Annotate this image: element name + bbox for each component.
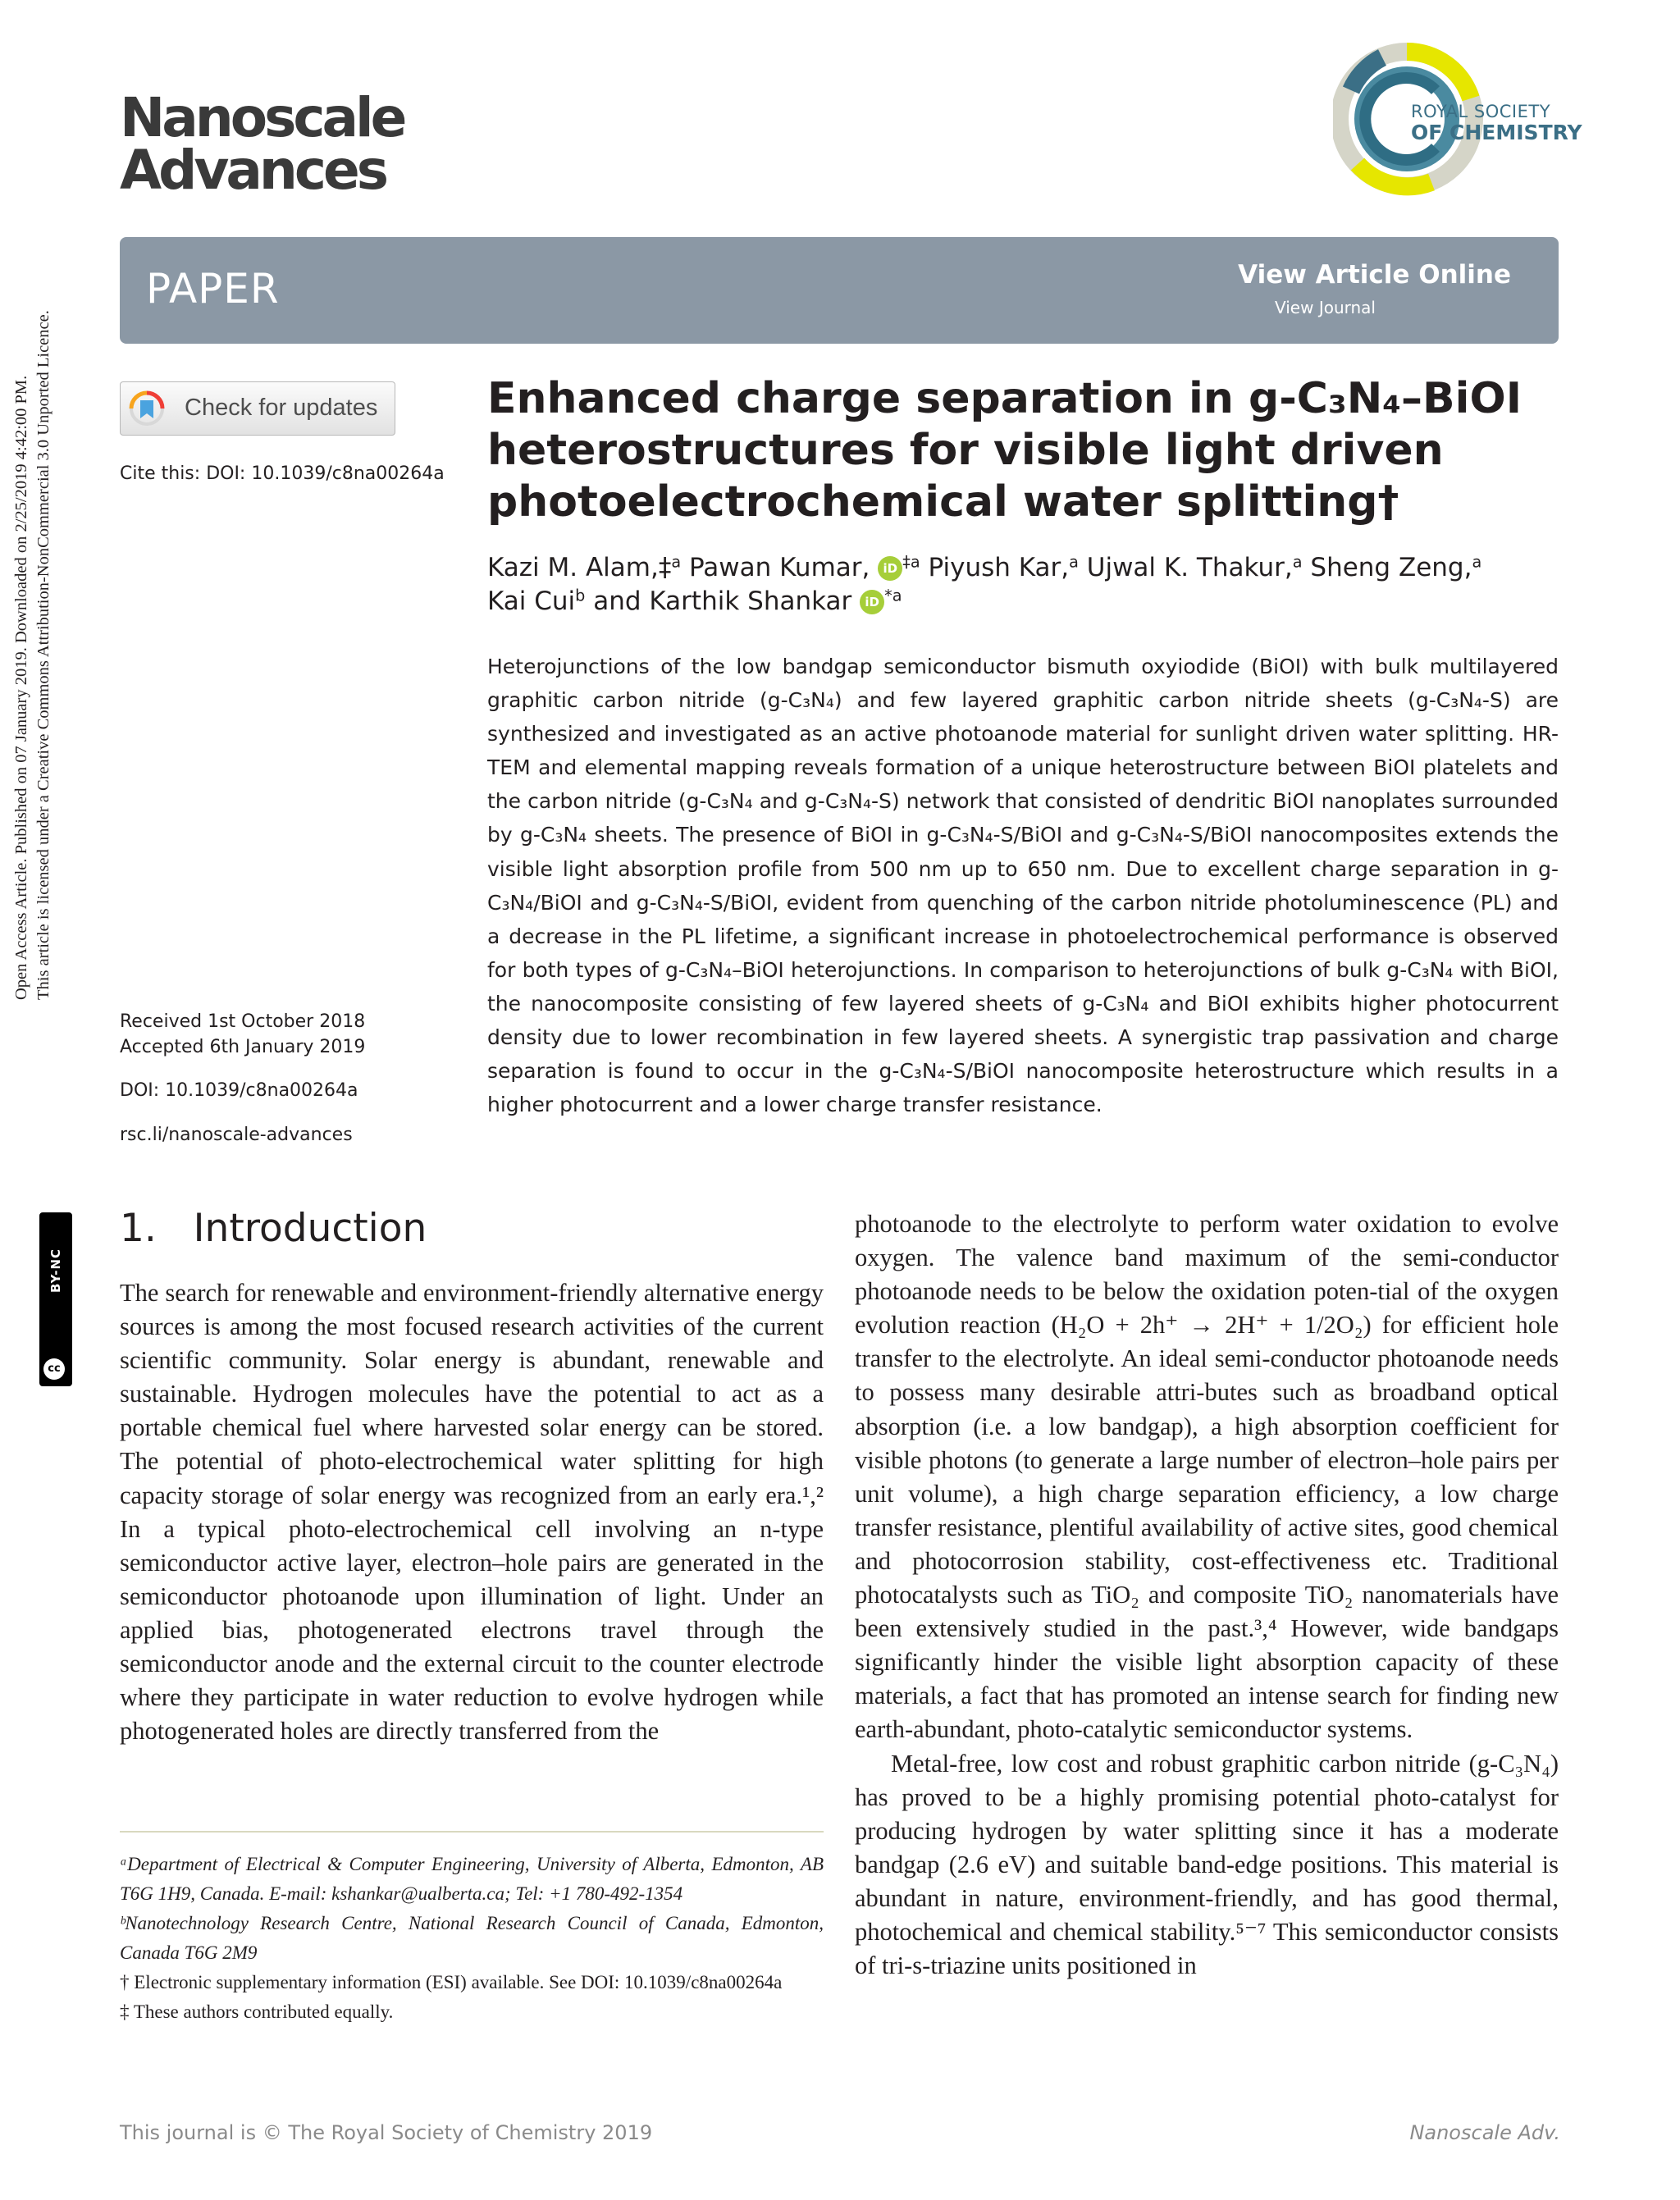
article-dates <box>120 1009 365 1060</box>
view-article-online-link[interactable]: View Article Online <box>1238 260 1511 290</box>
doi: DOI: 10.1039/c8na00264a <box>120 1080 358 1101</box>
footnotes <box>120 1850 824 2027</box>
author-5[interactable]: Sheng Zeng, <box>1310 553 1472 582</box>
cite-value: DOI: 10.1039/c8na00264a <box>206 463 445 484</box>
author-3-affil: a <box>1069 552 1079 572</box>
author-5-affil: a <box>1472 552 1482 572</box>
cc-license-badge[interactable] <box>39 1212 72 1386</box>
author-list <box>487 551 1570 618</box>
check-updates-icon <box>129 390 165 427</box>
received-date: Received 1st October 2018 <box>120 1011 366 1032</box>
author-3[interactable]: Piyush Kar, <box>928 553 1070 582</box>
author-7-affil: *a <box>884 586 902 605</box>
footer-journal: Nanoscale Adv. <box>1409 2121 1560 2144</box>
accepted-date: Accepted 6th January 2019 <box>120 1037 366 1057</box>
check-updates-label: Check for updates <box>185 395 378 421</box>
publisher-name-line1: ROYAL SOCIETY <box>1411 102 1551 121</box>
journal-title-line2: Advances <box>120 139 386 202</box>
author-1[interactable]: Kazi M. Alam,‡ <box>487 553 672 582</box>
footnote-equal-contribution: ‡ These authors contributed equally. <box>120 2001 394 2022</box>
article-type: PAPER <box>146 265 280 313</box>
footnote-esi: † Electronic supplementary information (ESI) available. See DOI: 10.1039/c8na00264a <box>120 1972 783 1992</box>
section-heading <box>120 1206 427 1251</box>
cite-label: Cite this: <box>120 463 201 484</box>
author-6[interactable]: Kai Cui <box>487 587 576 616</box>
author-4[interactable]: Ujwal K. Thakur, <box>1086 553 1293 582</box>
publisher-name-line2: OF CHEMISTRY <box>1411 121 1582 144</box>
author-2[interactable]: Pawan Kumar, <box>688 553 870 582</box>
author-4-affil: a <box>1292 552 1303 572</box>
cite-this <box>120 461 445 486</box>
footer-copyright: This journal is © The Royal Society of Chemistry 2019 <box>120 2121 653 2144</box>
abstract: Heterojunctions of the low bandgap semiconductor bismuth oxyiodide (BiOI) with bulk multilayered graphitic carbon nitride (g-C₃N₄) and few layered graphitic carbon nitride sheets (g-C₃N₄-S) are synthesized and investigated as an active photoanode material for sunlight driven water splitting. HR-TEM and elemental mapping reveals formation of a unique heterostructure between BiOI platelets and the carbon nitride (g-C₃N₄ and g-C₃N₄-S) network that consisted of dendritic BiOI nanoplates surrounded by g-C₃N₄ sheets. The presence of BiOI in g-C₃N₄-S/BiOI and g-C₃N₄-S/BiOI nanocomposites extends the visible light absorption profile from 500 nm up to 650 nm. Due to excellent charge separation in g-C₃N₄/BiOI and g-C₃N₄-S/BiOI, evident from quenching of the carbon nitride photoluminescence (PL) and a decrease in the PL lifetime, a significant increase in photoelectrochemical performance is observed for both types of g-C₃N₄–BiOI heterojunctions. In comparison to heterojunctions of bulk g-C₃N₄ with BiOI, the nanocomposite consisting of few layered sheets of g-C₃N₄ and BiOI exhibits higher photocurrent density due to lower recombination in few layered sheets. A synergistic trap passivation and charge separation is found to occur in the g-C₃N₄-S/BiOI nanocomposite heterostructure which results in a higher photocurrent and a lower charge transfer resistance. <box>487 655 1559 1117</box>
orcid-icon[interactable]: iD <box>860 590 884 614</box>
author-7[interactable]: and Karthik Shankar <box>593 587 852 616</box>
journal-title-line1: Nanoscale <box>120 86 404 149</box>
author-2-affil: ‡a <box>902 552 920 572</box>
article-title: Enhanced charge separation in g-C₃N₄–BiOI heterostructures for visible light driven photoelectrochemical water splitting† <box>487 374 1522 527</box>
footnote-affiliation-b: ᵇNanotechnology Research Centre, National Research Council of Canada, Edmonton, Canada T6G 2M9 <box>120 1913 824 1963</box>
author-6-affil: b <box>575 586 586 605</box>
publisher-name <box>1411 102 1582 143</box>
journal-title <box>120 86 404 202</box>
orcid-icon[interactable]: iD <box>878 556 902 581</box>
article-header-bar <box>120 237 1559 344</box>
journal-link[interactable]: rsc.li/nanoscale-advances <box>120 1125 353 1145</box>
side-notice-line1: Open Access Article. Published on 07 January 2019. Downloaded on 2/25/2019 4:42:00 PM. <box>12 375 30 1000</box>
creative-commons-icon: cc <box>43 1358 65 1380</box>
body-paragraph: photoanode to the electrolyte to perform water oxidation to evolve oxygen. The valence band maximum of the semi-conductor photoanode needs to be below the oxidation poten-tial of the oxygen evolution reaction (H₂O + 2h⁺ → 2H⁺ + 1/2O₂) for efficient hole transfer to the electrolyte. An ideal semi-conductor photoanode needs to possess many desirable attri-butes such as broadband optical absorption (i.e. a low bandgap), a high absorption coefficient for visible photons (to generate a large number of electron–hole pairs per unit volume), a high charge separation efficiency, a low charge transfer resistance, plentiful availability of active sites, good chemical and photocorrosion stability, cost-effectiveness etc. Traditional photocatalysts such as TiO₂ and composite TiO₂ nanomaterials have been extensively studied in the past.³,⁴ However, wide bandgaps significantly hinder the visible light absorption capacity of these materials, a fact that has promoted an intense search for finding new earth-abundant, photo-catalytic semiconductor systems. <box>855 1210 1559 1744</box>
footnote-affiliation-a: ᵃDepartment of Electrical & Computer Engineering, University of Alberta, Edmonton, AB T6G 1H9, Canada. E-mail: kshankar@ualberta.ca; Tel: +1 780-492-1354 <box>120 1854 824 1904</box>
side-license-notice <box>11 310 55 1000</box>
section-number: 1. <box>120 1206 157 1251</box>
license-type: BY-NC <box>48 1248 63 1294</box>
body-paragraph: Metal-free, low cost and robust graphitic carbon nitride (g-C₃N₄) has proved to be a highly promising potential photo-catalyst for producing hydrogen by water splitting since it has a moderate bandgap (2.6 eV) and suitable band-edge positions. This material is abundant in nature, environment-friendly, and has good thermal, photochemical and chemical stability.⁵⁻⁷ This semiconductor consists of tri-s-triazine units positioned in <box>855 1749 1559 1980</box>
check-for-updates-button[interactable] <box>120 381 395 436</box>
view-journal-link[interactable]: View Journal <box>1275 298 1376 317</box>
author-1-affil: a <box>671 552 682 572</box>
body-column-right <box>855 1207 1559 1983</box>
body-paragraph: The search for renewable and environment-friendly alternative energy sources is among the most focused research activities of the current scientific community. Solar energy is abundant, renewable and sustainable. Hydrogen molecules have the potential to act as a portable chemical fuel where harvested solar energy can be stored. The potential of photo-electrochemical water splitting for high capacity storage of solar energy was recognized from an early era.¹,² In a typical photo-electrochemical cell involving an n-type semiconductor active layer, electron–hole pairs are generated in the semiconductor photoanode upon illumination of light. Under an applied bias, photogenerated electrons travel through the semiconductor anode and the external circuit to the counter electrode where they participate in water reduction to evolve hydrogen while photogenerated holes are directly transferred from the <box>120 1279 824 1746</box>
side-notice-line2: This article is licensed under a Creative Commons Attribution-NonCommercial 3.0 Unported Licence. <box>34 310 52 1000</box>
body-column-left <box>120 1276 824 1748</box>
footnote-divider <box>120 1831 824 1833</box>
section-title: Introduction <box>193 1206 427 1251</box>
